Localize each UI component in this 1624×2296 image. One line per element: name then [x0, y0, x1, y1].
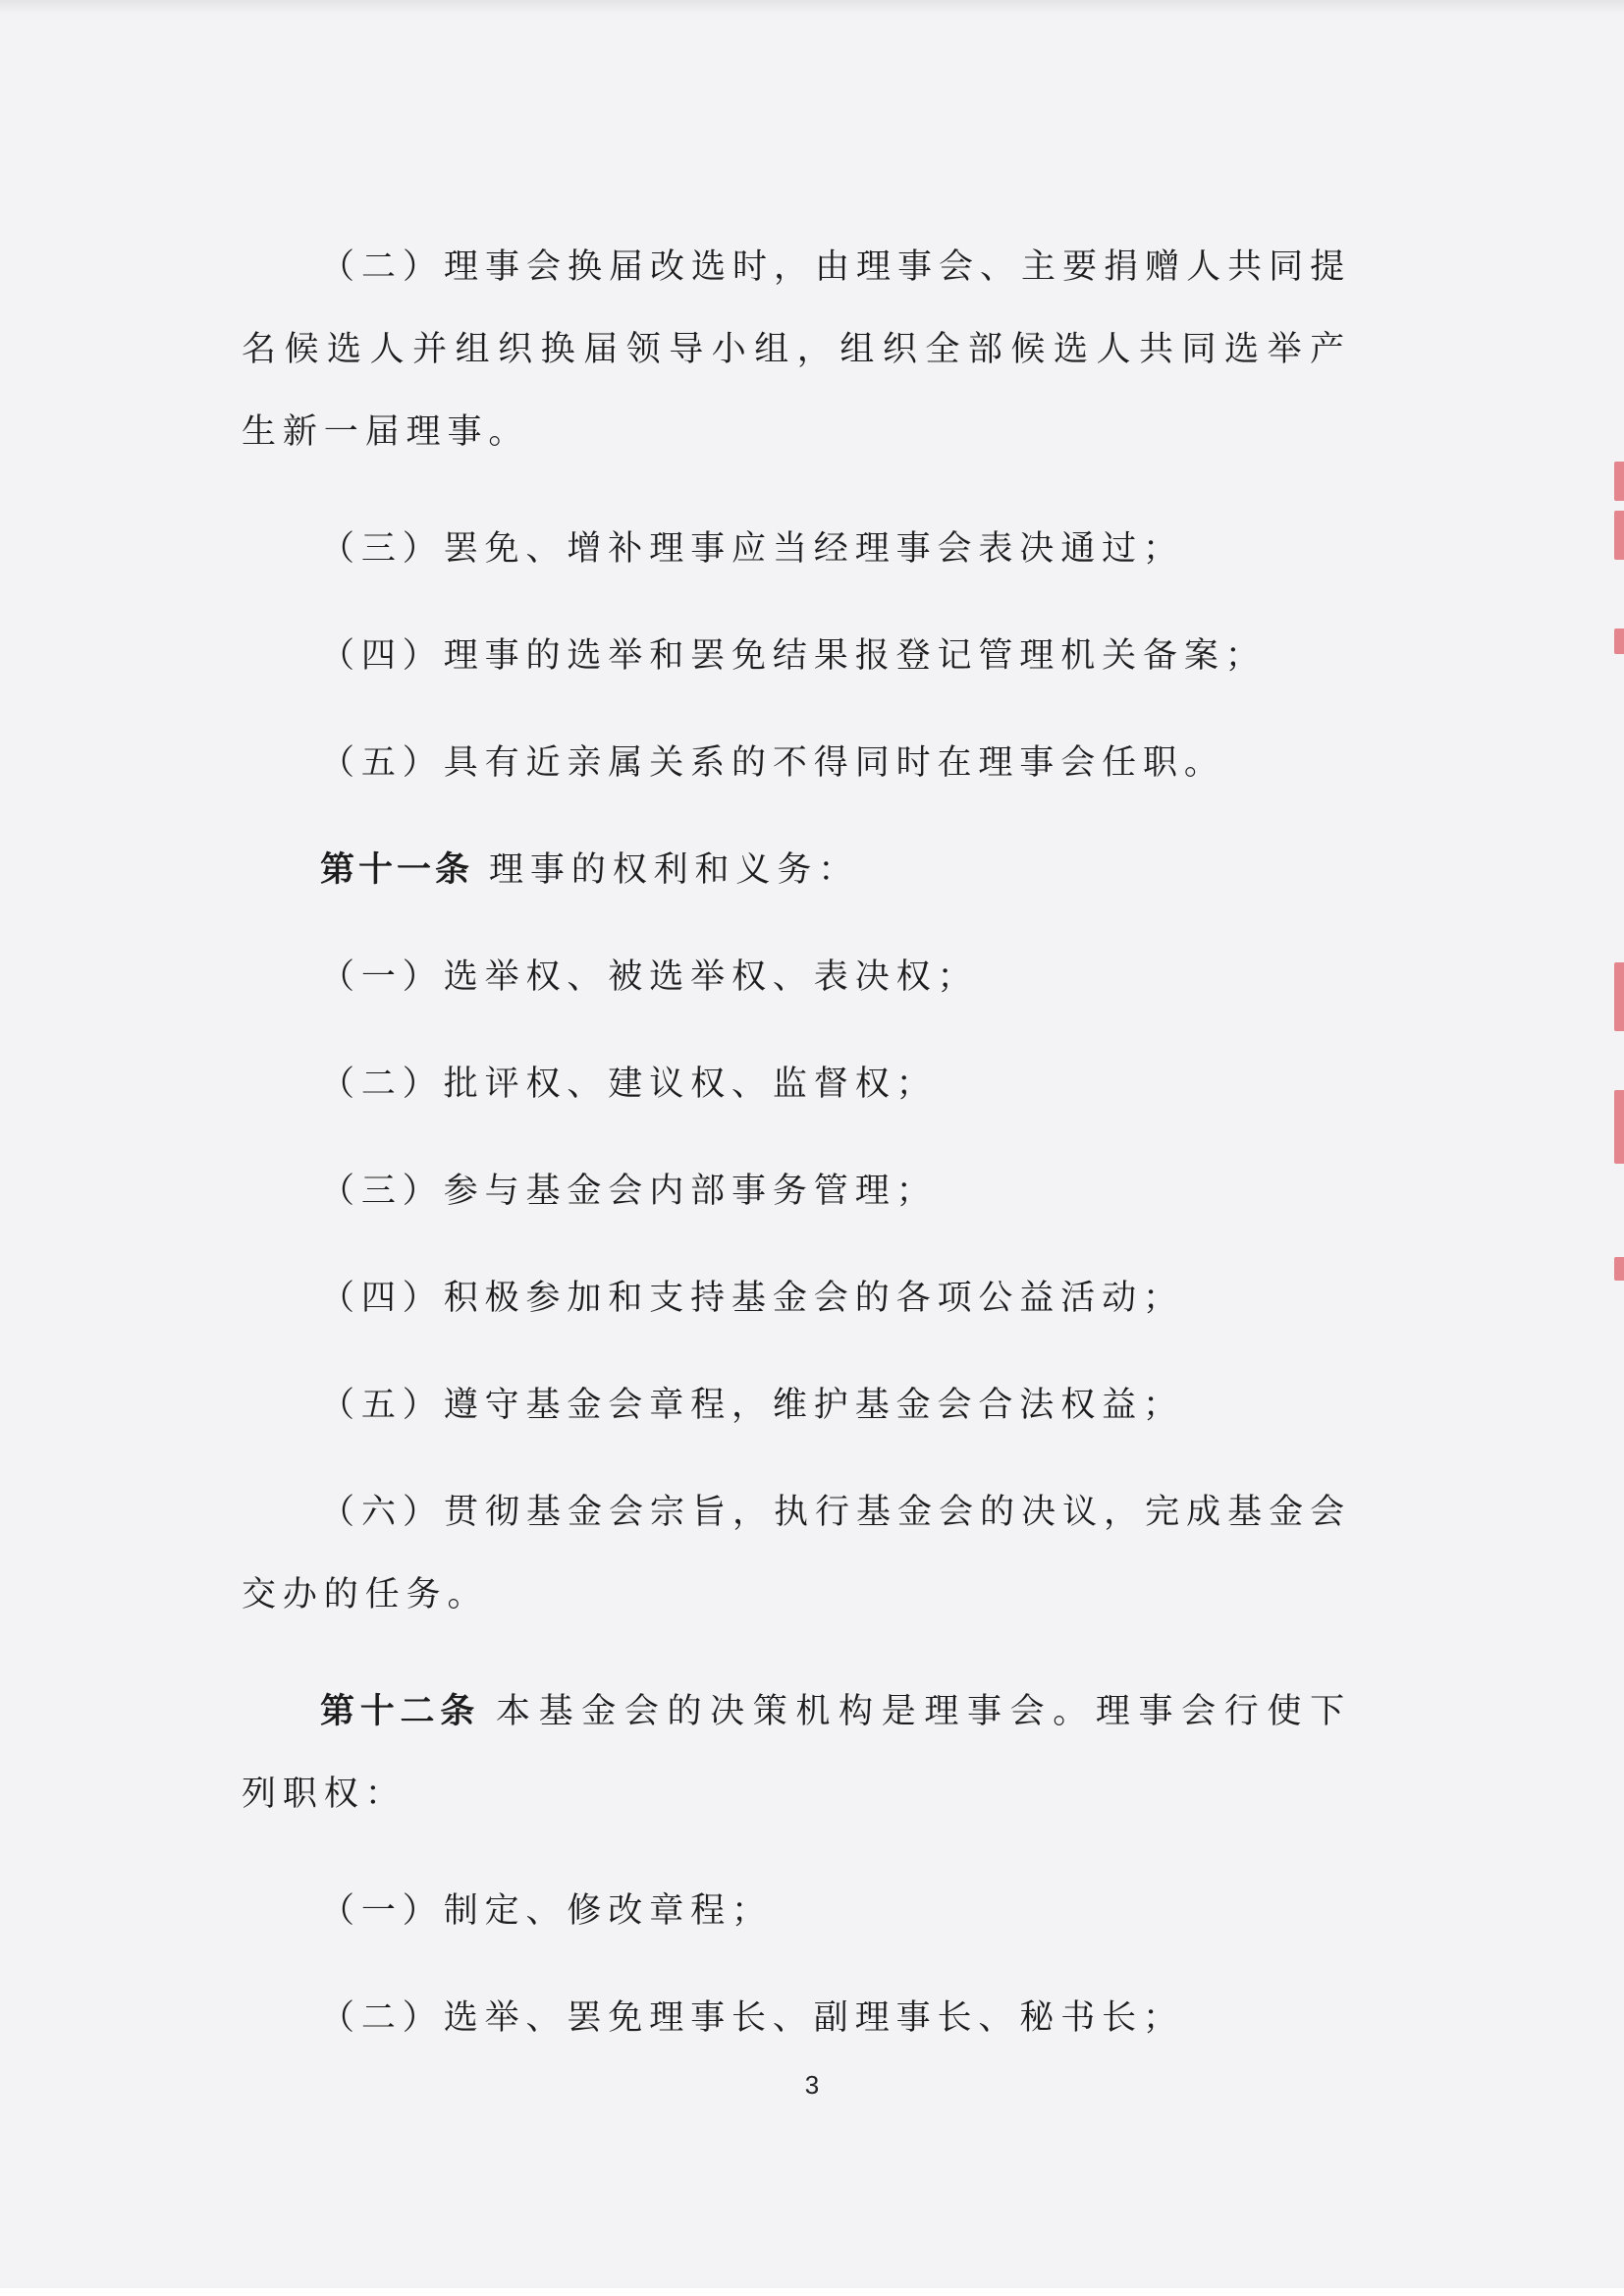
clause-paragraph: （一）选举权、被选举权、表决权；	[320, 957, 979, 997]
clause-paragraph: （五）具有近亲属关系的不得同时在理事会任职。	[320, 743, 1225, 783]
seal-edge-mark	[1614, 962, 1624, 1031]
document-body	[242, 226, 1351, 2084]
seal-edge-mark	[1614, 511, 1624, 560]
clause-paragraph: （四）理事的选举和罢免结果报登记管理机关备案；	[320, 636, 1267, 676]
clause-paragraph: （二）理事会换届改选时，由理事会、主要捐赠人共同提名候选人并组织换届领导小组，组织全部候选人共同选举产生新一届理事。	[242, 247, 1351, 452]
seal-edge-mark	[1614, 629, 1624, 654]
clause-paragraph: （二）选举、罢免理事长、副理事长、秘书长；	[320, 1998, 1184, 2038]
article-number: 第十二条	[320, 1691, 480, 1731]
clause-paragraph: （三）罢免、增补理事应当经理事会表决通过；	[320, 529, 1184, 569]
clause-paragraph: （四）积极参加和支持基金会的各项公益活动；	[320, 1279, 1184, 1318]
scan-edge	[0, 0, 1624, 14]
article-number: 第十一条	[320, 849, 474, 890]
page-number: 3	[804, 2070, 820, 2100]
seal-edge-mark	[1614, 462, 1624, 501]
scan-edge	[0, 2288, 1624, 2296]
clause-paragraph: （二）批评权、建议权、监督权；	[320, 1065, 938, 1104]
clause-paragraph: （六）贯彻基金会宗旨，执行基金会的决议，完成基金会交办的任务。	[242, 1493, 1351, 1614]
clause-paragraph: （五）遵守基金会章程，维护基金会合法权益；	[320, 1386, 1184, 1425]
article-paragraph: 第十二条 本基金会的决策机构是理事会。理事会行使下列职权：	[242, 1691, 1351, 1814]
article-paragraph: 第十一条 理事的权利和义务：	[320, 849, 860, 890]
seal-edge-mark	[1614, 1257, 1624, 1281]
clause-paragraph: （一）制定、修改章程；	[320, 1891, 773, 1931]
seal-edge-mark	[1614, 1090, 1624, 1164]
clause-paragraph: （三）参与基金会内部事务管理；	[320, 1172, 938, 1211]
